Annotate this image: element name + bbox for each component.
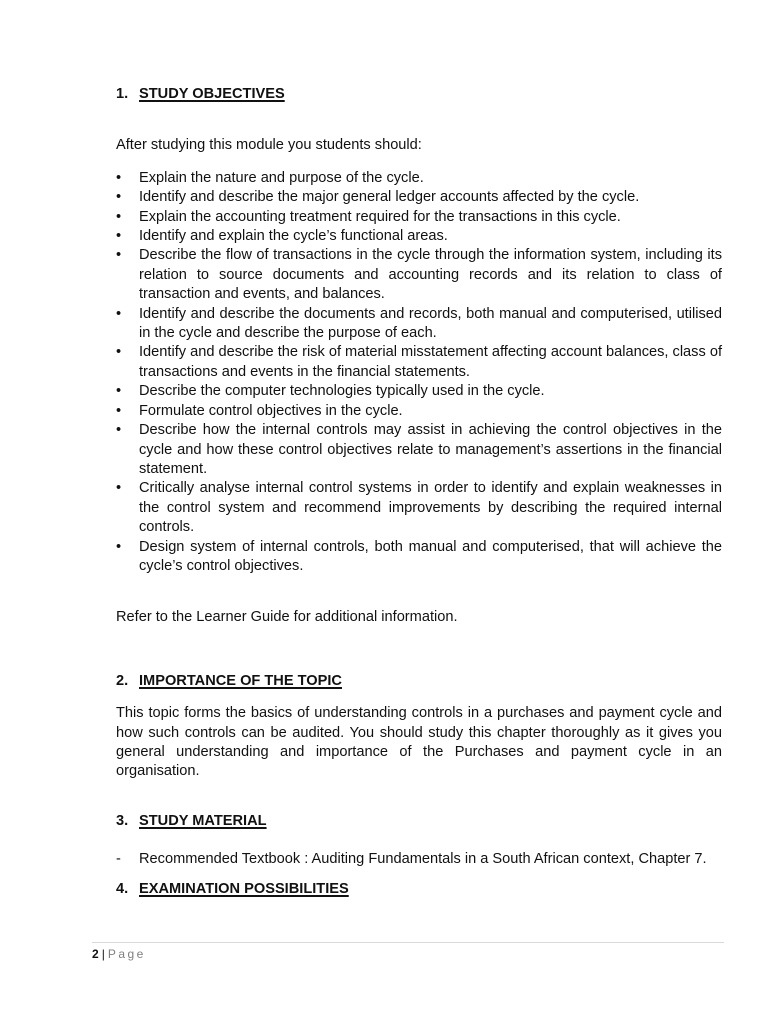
list-item: - Recommended Textbook : Auditing Fundamentals in a South African context, Chapter 7. xyxy=(116,850,722,869)
list-item: • Identify and explain the cycle’s functional areas. xyxy=(116,227,722,246)
section-heading-study-material xyxy=(116,812,722,831)
page-footer xyxy=(92,946,146,962)
section-title: IMPORTANCE OF THE TOPIC xyxy=(139,672,342,689)
footer-separator: | xyxy=(101,947,105,961)
list-item: • Describe the computer technologies typically used in the cycle. xyxy=(116,382,722,401)
objectives-list xyxy=(116,169,722,577)
list-item: • Identify and describe the major general ledger accounts affected by the cycle. xyxy=(116,188,722,207)
list-item: • Formulate control objectives in the cycle. xyxy=(116,402,722,421)
list-item: • Explain the accounting treatment required for the transactions in this cycle. xyxy=(116,208,722,227)
section-title: STUDY MATERIAL xyxy=(139,812,267,829)
objectives-note: Refer to the Learner Guide for additional information. xyxy=(116,609,458,626)
list-item: • Describe the flow of transactions in the cycle through the information system, including its relation to source documents and accounting records and its relation to class of transaction and events, and balances. xyxy=(116,246,722,304)
list-item: • Explain the nature and purpose of the cycle. xyxy=(116,169,722,188)
section-heading-study-objectives xyxy=(116,85,722,104)
page-number: 2 xyxy=(92,947,99,961)
list-item: • Critically analyse internal control systems in order to identify and explain weaknesses in the control system and recommend improvements by describing the required internal controls. xyxy=(116,479,722,537)
list-item: • Describe how the internal controls may assist in achieving the control objectives in the cycle and how these control objectives relate to management’s assertions in the financial statement. xyxy=(116,421,722,479)
footer-divider xyxy=(92,942,724,943)
section-number: 3. xyxy=(116,812,129,829)
list-item: • Design system of internal controls, both manual and computerised, that will achieve the cycle’s control objectives. xyxy=(116,538,722,577)
list-item: • Identify and describe the documents and records, both manual and computerised, utilised in the cycle and describe the purpose of each. xyxy=(116,305,722,344)
objectives-intro: After studying this module you students should: xyxy=(116,137,422,154)
study-material-list xyxy=(116,850,722,869)
page-content xyxy=(116,85,722,899)
section-title: STUDY OBJECTIVES xyxy=(139,86,285,102)
page-label: Page xyxy=(107,947,146,961)
section-heading-examination xyxy=(116,880,722,899)
importance-body: This topic forms the basics of understanding controls in a purchases and payment cycle and how such controls can be audited. You should study this chapter thoroughly as it gives you general understanding and importance of the Purchases and payment cycle in an organisation. xyxy=(116,705,722,780)
section-number: 1. xyxy=(116,86,129,102)
section-number: 2. xyxy=(116,672,129,689)
section-number: 4. xyxy=(116,880,129,897)
section-title: EXAMINATION POSSIBILITIES xyxy=(139,880,349,897)
section-heading-importance xyxy=(116,672,722,691)
list-item: • Identify and describe the risk of material misstatement affecting account balances, class of transactions and events in the financial statements. xyxy=(116,343,722,382)
